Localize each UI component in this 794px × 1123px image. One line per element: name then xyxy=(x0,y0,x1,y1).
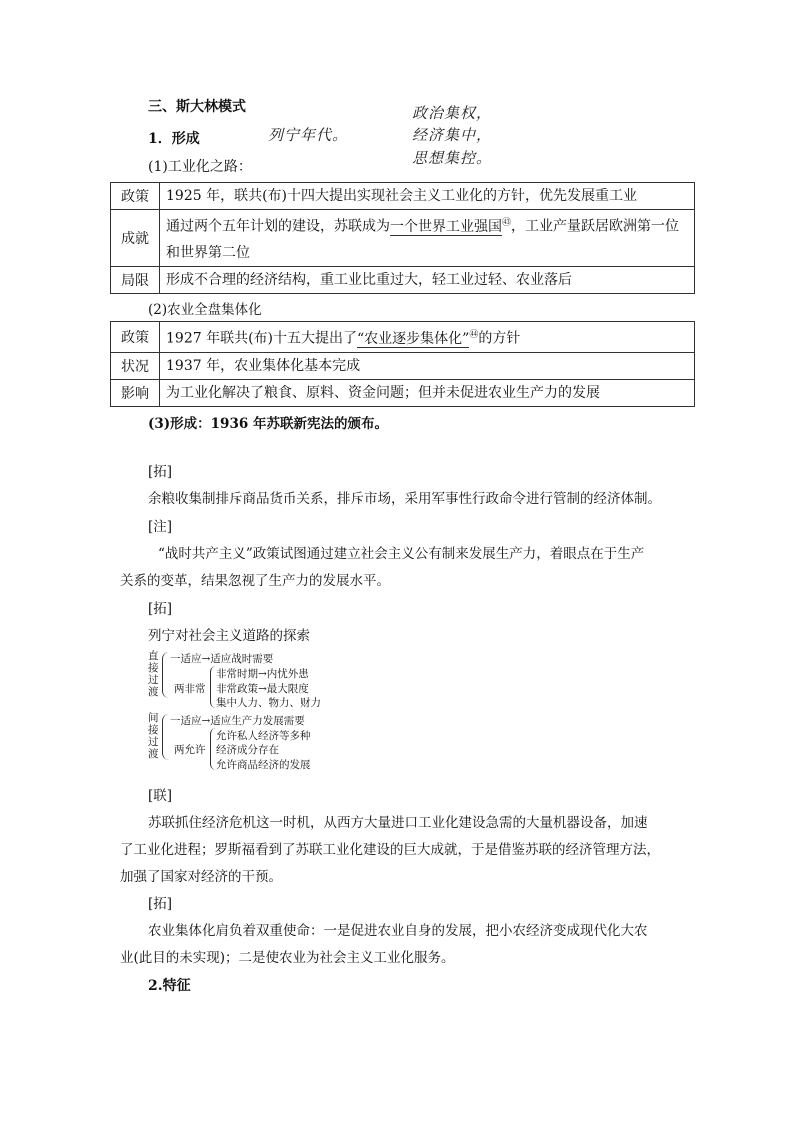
value-part: ，工业产量跃居欧洲第一位和世界第二位 xyxy=(166,218,680,261)
table-row xyxy=(111,210,695,267)
note-text: 苏联抓住经济危机这一时机，从西方大量进口工业化建设急需的大量机器设备，加速 xyxy=(148,815,648,831)
row-key: 影响 xyxy=(111,379,160,406)
row-value: 1937 年，农业集体化基本完成 xyxy=(160,352,695,379)
subheading-features: 2.特征 xyxy=(148,978,191,994)
handwritten-note-summary-2: 经济集中， xyxy=(412,126,493,144)
direct-one-adapt: 一适应→适应战时需要 xyxy=(170,653,274,665)
footnote-marker: ㊸ xyxy=(502,218,512,228)
note-text: 了工业化进程；罗斯福看到了苏联工业化建设的巨大成就，于是借鉴苏联的经济管理方法， xyxy=(120,842,660,858)
lenin-diagram xyxy=(148,648,348,776)
value-part: 1927 年联共(布)十五大提出了 xyxy=(166,330,358,347)
note-tag-tuo: [拓] xyxy=(148,464,173,480)
indirect-item: 允许私人经济等多种 xyxy=(216,730,311,742)
handwritten-note-era: 列宁年代。 xyxy=(268,126,349,144)
brace xyxy=(162,652,169,698)
note-tag-tuo: [拓] xyxy=(148,601,173,617)
note-text: 加强了国家对经济的干预。 xyxy=(120,869,282,885)
footnote-marker: ㊹ xyxy=(469,330,479,340)
note-tag-tuo: [拓] xyxy=(148,896,173,912)
subheading-formation: 1．形成 xyxy=(148,131,200,147)
underlined-phrase: 一个世界工业强国 xyxy=(390,218,502,235)
table-row xyxy=(111,183,695,210)
indirect-label: 间接过渡 xyxy=(148,712,159,760)
direct-two-abnormal: 两非常 xyxy=(174,683,206,695)
brace xyxy=(162,714,169,760)
indirect-item: 允许商品经济的发展 xyxy=(216,759,311,771)
collectivization-table xyxy=(110,321,695,407)
subheading-industrialization: (1)工业化之路： xyxy=(148,159,252,175)
table-row xyxy=(111,379,695,406)
subheading-collectivization: (2)农业全盘集体化 xyxy=(148,302,262,318)
value-part: 的方针 xyxy=(478,330,521,347)
indirect-two-allow: 两允许 xyxy=(174,744,206,756)
direct-item: 非常时期→内忧外患 xyxy=(216,668,309,680)
row-key: 成就 xyxy=(111,210,160,267)
direct-item: 非常政策→最大限度 xyxy=(216,683,309,695)
row-key: 局限 xyxy=(111,266,160,293)
table-row xyxy=(111,322,695,353)
section-title: 三、斯大林模式 xyxy=(148,99,246,115)
table-row xyxy=(111,266,695,293)
note-text: 业(此目的未实现)；二是使农业为社会主义工业化服务。 xyxy=(120,950,455,966)
row-value: 1925 年，联共(布)十四大提出实现社会主义工业化的方针，优先发展重工业 xyxy=(160,183,695,210)
row-value: 为工业化解决了粮食、原料、资金问题；但并未促进农业生产力的发展 xyxy=(160,379,695,406)
indirect-one-adapt: 一适应→适应生产力发展需要 xyxy=(170,715,305,727)
note-text: 余粮收集制排斥商品货币关系，排斥市场，采用军事性行政命令进行管制的经济体制。 xyxy=(148,491,661,507)
row-value: 形成不合理的经济结构，重工业比重过大，轻工业过轻、农业落后 xyxy=(160,266,695,293)
industrialization-table xyxy=(110,182,695,294)
direct-label: 直接过渡 xyxy=(148,650,159,698)
note-text: 农业集体化肩负着双重使命：一是促进农业自身的发展，把小农经济变成现代化大农 xyxy=(148,923,648,939)
note-tag-lian: [联] xyxy=(148,788,173,804)
handwritten-note-summary-1: 政治集权， xyxy=(412,104,493,122)
diagram-title: 列宁对社会主义道路的探索 xyxy=(148,628,310,644)
table-row xyxy=(111,352,695,379)
row-key: 政策 xyxy=(111,183,160,210)
note-text: “战时共产主义”政策试图通过建立社会主义公有制来发展生产力，着眼点在于生产 xyxy=(158,546,645,562)
handwritten-note-summary-3: 思想集控。 xyxy=(412,149,493,167)
value-part: 通过两个五年计划的建设，苏联成为 xyxy=(166,218,390,235)
indirect-item: 经济成分存在 xyxy=(216,744,279,756)
note-tag-zhu: [注] xyxy=(148,519,173,535)
direct-item: 集中人力、物力、财力 xyxy=(216,697,321,709)
row-key: 状况 xyxy=(111,352,160,379)
note-text: 关系的变革，结果忽视了生产力的发展水平。 xyxy=(120,573,390,589)
row-value xyxy=(160,210,695,267)
row-value xyxy=(160,322,695,353)
row-key: 政策 xyxy=(111,322,160,353)
formation-constitution: (3)形成：1936 年苏联新宪法的颁布。 xyxy=(148,416,388,432)
underlined-phrase: “农业逐步集体化” xyxy=(357,330,470,347)
